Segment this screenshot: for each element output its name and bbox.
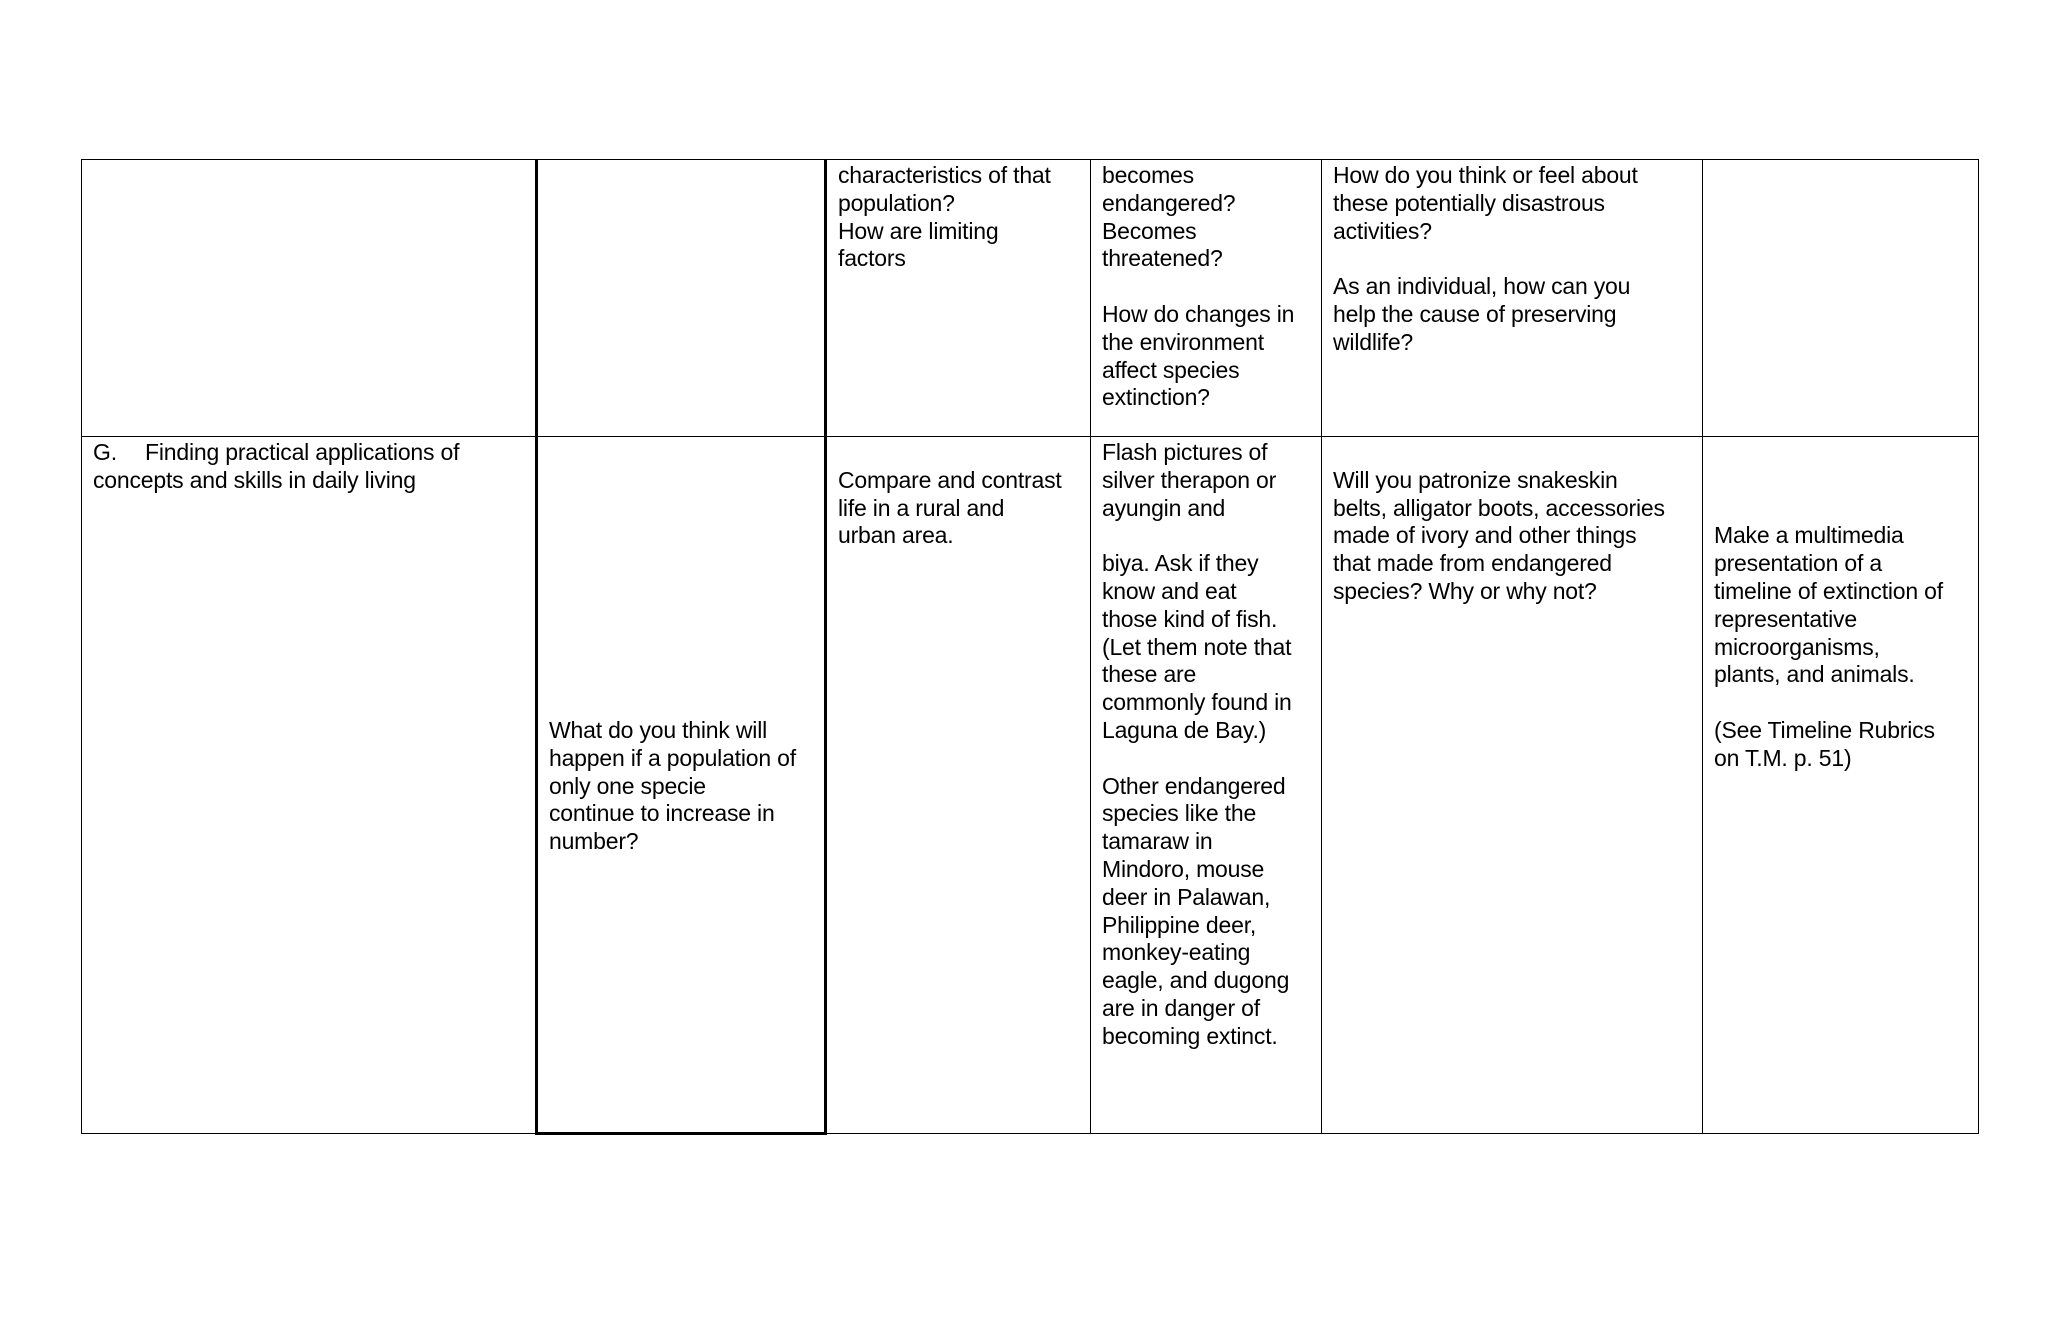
text-line: Flash pictures of — [1102, 439, 1268, 465]
text-line: silver therapon or — [1102, 466, 1277, 493]
cell-text — [1102, 162, 1310, 412]
cell-spacer — [838, 439, 1079, 467]
text-line: Will you patronize snakeskin — [1333, 466, 1618, 493]
discussion-cell — [1091, 160, 1322, 437]
text-line: becomes — [1102, 162, 1194, 188]
text-line: urban area. — [838, 522, 954, 549]
text-line: microorganisms, — [1714, 633, 1880, 660]
text-line: plants, and animals. — [1714, 661, 1915, 688]
text-line: Laguna de Bay.) — [1102, 716, 1267, 743]
text-line: becoming extinct. — [1102, 1022, 1278, 1049]
activity-cell — [826, 160, 1091, 437]
activity-cell — [826, 437, 1091, 1134]
table-row-continuation — [82, 160, 1979, 437]
paragraph-gap — [1102, 745, 1310, 773]
text-line: Make a multimedia — [1714, 522, 1904, 549]
text-line: happen if a population of — [549, 744, 796, 771]
text-line: species? Why or why not? — [1333, 577, 1597, 604]
text-line: belts, alligator boots, accessories — [1333, 494, 1665, 521]
reflection-cell — [1322, 160, 1703, 437]
text-line: How do you think or feel about — [1333, 162, 1638, 188]
text-line: How do changes in — [1102, 300, 1295, 327]
text-line: ayungin and — [1102, 494, 1226, 521]
text-line: timeline of extinction of — [1714, 577, 1943, 604]
cell-spacer — [1333, 439, 1691, 467]
cell-text — [549, 717, 813, 856]
cell-text — [838, 162, 1079, 273]
text-line: Philippine deer, — [1102, 911, 1257, 938]
text-line: factors — [838, 245, 906, 272]
text-line: know and eat — [1102, 577, 1237, 604]
text-line: continue to increase in — [549, 800, 775, 827]
text-line: population? — [838, 189, 955, 216]
lesson-plan-table — [81, 159, 1979, 1135]
text-line: made of ivory and other things — [1333, 522, 1637, 549]
reflection-cell — [1322, 437, 1703, 1134]
procedure-title: Finding practical applications of — [145, 439, 460, 465]
cell-text — [1102, 439, 1310, 1051]
cell-text — [1333, 162, 1691, 357]
text-line: that made from endangered — [1333, 550, 1612, 577]
paragraph-gap — [1714, 689, 1967, 717]
text-line: (See Timeline Rubrics — [1714, 716, 1935, 743]
text-line: deer in Palawan, — [1102, 883, 1271, 910]
text-line: only one specie — [549, 772, 706, 799]
text-line: tamaraw in — [1102, 828, 1213, 855]
text-line: Becomes — [1102, 217, 1197, 244]
text-line: Compare and contrast — [838, 466, 1062, 493]
assessment-cell — [1703, 437, 1979, 1134]
text-line: activities? — [1333, 217, 1432, 244]
text-line: wildlife? — [1333, 328, 1414, 355]
paragraph-gap — [1102, 273, 1310, 301]
procedure-label-cell — [82, 437, 537, 1134]
text-line: affect species — [1102, 356, 1240, 383]
text-line: these potentially disastrous — [1333, 189, 1605, 216]
text-line: What do you think will — [549, 717, 768, 743]
paragraph-gap — [1333, 245, 1691, 273]
procedure-title-continued: concepts and skills in daily living — [93, 466, 416, 493]
text-line: help the cause of preserving — [1333, 300, 1617, 327]
text-line: those kind of fish. — [1102, 605, 1278, 632]
text-line: characteristics of that — [838, 162, 1051, 188]
text-line: number? — [549, 828, 639, 855]
cell-spacer — [1714, 439, 1967, 522]
table-row-g — [82, 437, 1979, 1134]
cell-spacer — [549, 439, 813, 717]
procedure-letter: G. — [93, 439, 117, 465]
text-line: these are — [1102, 661, 1197, 688]
text-line: Other endangered — [1102, 772, 1286, 799]
paragraph-gap — [1102, 522, 1310, 550]
discussion-cell — [1091, 437, 1322, 1134]
text-line: presentation of a — [1714, 550, 1882, 577]
text-line: Mindoro, mouse — [1102, 855, 1265, 882]
text-line: commonly found in — [1102, 689, 1292, 716]
text-line: extinction? — [1102, 384, 1210, 411]
text-line: representative — [1714, 605, 1857, 632]
text-line: endangered? — [1102, 189, 1236, 216]
text-line: species like the — [1102, 800, 1257, 827]
text-line: eagle, and dugong — [1102, 967, 1290, 994]
cell-text — [1714, 522, 1967, 772]
text-line: life in a rural and — [838, 494, 1005, 521]
key-question-cell — [537, 437, 826, 1134]
text-line: (Let them note that — [1102, 633, 1292, 660]
text-line: are in danger of — [1102, 994, 1260, 1021]
procedure-label-cell — [82, 160, 537, 437]
assessment-cell — [1703, 160, 1979, 437]
text-line: How are limiting — [838, 217, 999, 244]
text-line: threatened? — [1102, 245, 1223, 272]
text-line: monkey-eating — [1102, 939, 1251, 966]
text-line: on T.M. p. 51) — [1714, 744, 1852, 771]
cell-text — [838, 467, 1079, 550]
text-line: the environment — [1102, 328, 1264, 355]
text-line: As an individual, how can you — [1333, 273, 1631, 300]
text-line: biya. Ask if they — [1102, 550, 1259, 577]
key-question-cell — [537, 160, 826, 437]
cell-text — [1333, 467, 1691, 606]
